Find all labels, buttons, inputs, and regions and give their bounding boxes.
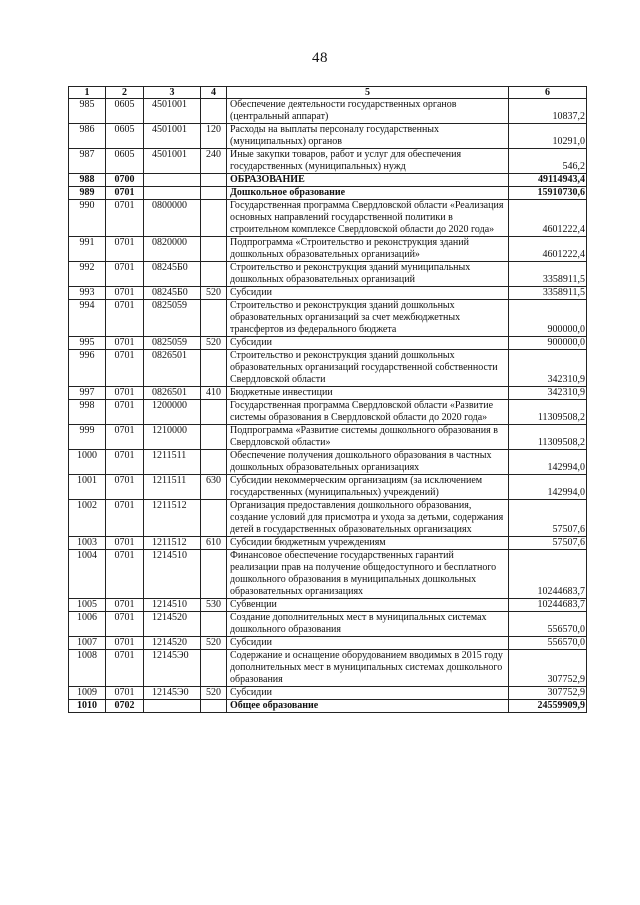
table-row — [69, 700, 587, 713]
target-item-code: 1211512 — [144, 537, 201, 550]
target-item-code: 1214520 — [144, 637, 201, 650]
section-code: 0701 — [106, 550, 144, 599]
target-item-code: 12145Э0 — [144, 687, 201, 700]
amount: 556570,0 — [509, 637, 587, 650]
table-row — [69, 174, 587, 187]
section-code: 0701 — [106, 500, 144, 537]
target-item-code: 0825059 — [144, 300, 201, 337]
section-code: 0701 — [106, 637, 144, 650]
expense-kind-code: 120 — [201, 124, 227, 149]
section-code: 0701 — [106, 337, 144, 350]
section-code: 0701 — [106, 599, 144, 612]
expense-kind-code — [201, 262, 227, 287]
target-item-code: 0826501 — [144, 350, 201, 387]
row-number: 1003 — [69, 537, 106, 550]
target-item-code: 1210000 — [144, 425, 201, 450]
table-row — [69, 400, 587, 425]
item-name: Расходы на выплаты персоналу государственных (муниципальных) органов — [227, 124, 509, 149]
table-row — [69, 537, 587, 550]
row-number: 988 — [69, 174, 106, 187]
row-number: 992 — [69, 262, 106, 287]
expense-kind-code — [201, 700, 227, 713]
section-code: 0701 — [106, 400, 144, 425]
section-code: 0701 — [106, 187, 144, 200]
row-number: 995 — [69, 337, 106, 350]
amount: 142994,0 — [509, 450, 587, 475]
table-row — [69, 237, 587, 262]
section-code: 0701 — [106, 300, 144, 337]
row-number: 1008 — [69, 650, 106, 687]
row-number: 999 — [69, 425, 106, 450]
item-name: Подпрограмма «Развитие системы дошкольного образования в Свердловской области» — [227, 425, 509, 450]
expense-kind-code — [201, 187, 227, 200]
table-row — [69, 425, 587, 450]
section-code: 0700 — [106, 174, 144, 187]
section-code: 0701 — [106, 350, 144, 387]
expense-kind-code — [201, 99, 227, 124]
item-name: Подпрограмма «Строительство и реконструкция зданий дошкольных образовательных организаций» — [227, 237, 509, 262]
table-row — [69, 200, 587, 237]
target-item-code: 0820000 — [144, 237, 201, 262]
target-item-code — [144, 700, 201, 713]
expense-kind-code — [201, 612, 227, 637]
target-item-code: 0800000 — [144, 200, 201, 237]
section-code: 0701 — [106, 287, 144, 300]
amount: 3358911,5 — [509, 287, 587, 300]
row-number: 997 — [69, 387, 106, 400]
row-number: 1000 — [69, 450, 106, 475]
item-name: Финансовое обеспечение государственных гарантий реализации прав на получение общедоступного и бесплатного дошкольного образования в муниципальных дошкольных образовательных организациях — [227, 550, 509, 599]
target-item-code: 1214510 — [144, 550, 201, 599]
expense-kind-code: 610 — [201, 537, 227, 550]
table-row — [69, 350, 587, 387]
amount: 10837,2 — [509, 99, 587, 124]
table-row — [69, 450, 587, 475]
row-number: 994 — [69, 300, 106, 337]
header-col-4: 4 — [201, 87, 227, 99]
amount: 307752,9 — [509, 650, 587, 687]
amount: 10244683,7 — [509, 599, 587, 612]
table-row — [69, 550, 587, 599]
item-name: Строительство и реконструкция зданий муниципальных дошкольных образовательных организаций — [227, 262, 509, 287]
section-code: 0702 — [106, 700, 144, 713]
expense-kind-code — [201, 300, 227, 337]
item-name: Обеспечение деятельности государственных органов (центральный аппарат) — [227, 99, 509, 124]
expense-kind-code — [201, 500, 227, 537]
table-row — [69, 99, 587, 124]
target-item-code: 0825059 — [144, 337, 201, 350]
item-name: ОБРАЗОВАНИЕ — [227, 174, 509, 187]
section-code: 0605 — [106, 99, 144, 124]
amount: 556570,0 — [509, 612, 587, 637]
row-number: 989 — [69, 187, 106, 200]
table-row — [69, 262, 587, 287]
item-name: Общее образование — [227, 700, 509, 713]
amount: 142994,0 — [509, 475, 587, 500]
section-code: 0701 — [106, 262, 144, 287]
item-name: Государственная программа Свердловской области «Реализация основных направлений государственной политики в строительном комплексе Свердловской области до 2020 года» — [227, 200, 509, 237]
table-row — [69, 124, 587, 149]
row-number: 985 — [69, 99, 106, 124]
target-item-code — [144, 187, 201, 200]
amount: 57507,6 — [509, 500, 587, 537]
table-row — [69, 287, 587, 300]
target-item-code: 08245Б0 — [144, 287, 201, 300]
item-name: Обеспечение получения дошкольного образования в частных дошкольных образовательных организациях — [227, 450, 509, 475]
row-number: 1009 — [69, 687, 106, 700]
amount: 24559909,9 — [509, 700, 587, 713]
target-item-code: 12145Э0 — [144, 650, 201, 687]
item-name: Субсидии — [227, 687, 509, 700]
expense-kind-code — [201, 550, 227, 599]
header-col-5: 5 — [227, 87, 509, 99]
expense-kind-code — [201, 450, 227, 475]
row-number: 987 — [69, 149, 106, 174]
item-name: Субсидии бюджетным учреждениям — [227, 537, 509, 550]
target-item-code: 1214520 — [144, 612, 201, 637]
amount: 342310,9 — [509, 350, 587, 387]
amount: 900000,0 — [509, 300, 587, 337]
item-name: Субвенции — [227, 599, 509, 612]
item-name: Бюджетные инвестиции — [227, 387, 509, 400]
budget-table — [68, 86, 587, 713]
amount: 3358911,5 — [509, 262, 587, 287]
item-name: Государственная программа Свердловской области «Развитие системы образования в Свердловской области до 2020 года» — [227, 400, 509, 425]
section-code: 0701 — [106, 687, 144, 700]
amount: 11309508,2 — [509, 400, 587, 425]
table-row — [69, 475, 587, 500]
table-row — [69, 149, 587, 174]
amount: 342310,9 — [509, 387, 587, 400]
table-row — [69, 337, 587, 350]
amount: 307752,9 — [509, 687, 587, 700]
expense-kind-code — [201, 200, 227, 237]
section-code: 0701 — [106, 200, 144, 237]
expense-kind-code — [201, 350, 227, 387]
target-item-code: 1211512 — [144, 500, 201, 537]
expense-kind-code — [201, 425, 227, 450]
amount: 57507,6 — [509, 537, 587, 550]
target-item-code — [144, 174, 201, 187]
table-row — [69, 500, 587, 537]
expense-kind-code: 630 — [201, 475, 227, 500]
amount: 10291,0 — [509, 124, 587, 149]
item-name: Строительство и реконструкция зданий дошкольных образовательных организаций государственной собственности Свердловской области — [227, 350, 509, 387]
item-name: Субсидии некоммерческим организациям (за исключением государственных (муниципальных) учреждений) — [227, 475, 509, 500]
table-row — [69, 637, 587, 650]
expense-kind-code — [201, 174, 227, 187]
row-number: 1005 — [69, 599, 106, 612]
section-code: 0701 — [106, 387, 144, 400]
section-code: 0701 — [106, 537, 144, 550]
amount: 4601222,4 — [509, 200, 587, 237]
table-header-row — [69, 87, 587, 99]
target-item-code: 1211511 — [144, 450, 201, 475]
table-row — [69, 612, 587, 637]
row-number: 1001 — [69, 475, 106, 500]
table-row — [69, 387, 587, 400]
section-code: 0701 — [106, 237, 144, 262]
expense-kind-code: 520 — [201, 337, 227, 350]
target-item-code: 4501001 — [144, 99, 201, 124]
table-row — [69, 187, 587, 200]
item-name: Строительство и реконструкция зданий дошкольных образовательных организаций за счет межбюджетных трансфертов из федерального бюджета — [227, 300, 509, 337]
expense-kind-code — [201, 650, 227, 687]
section-code: 0701 — [106, 450, 144, 475]
target-item-code: 4501001 — [144, 149, 201, 174]
row-number: 998 — [69, 400, 106, 425]
header-col-2: 2 — [106, 87, 144, 99]
table-row — [69, 650, 587, 687]
row-number: 1006 — [69, 612, 106, 637]
item-name: Субсидии — [227, 287, 509, 300]
amount: 900000,0 — [509, 337, 587, 350]
row-number: 1004 — [69, 550, 106, 599]
row-number: 990 — [69, 200, 106, 237]
item-name: Организация предоставления дошкольного образования, создание условий для присмотра и ухода за детьми, содержания детей в государственных образовательных организациях — [227, 500, 509, 537]
row-number: 991 — [69, 237, 106, 262]
row-number: 1002 — [69, 500, 106, 537]
header-col-3: 3 — [144, 87, 201, 99]
amount: 11309508,2 — [509, 425, 587, 450]
section-code: 0701 — [106, 475, 144, 500]
row-number: 993 — [69, 287, 106, 300]
section-code: 0605 — [106, 124, 144, 149]
table-row — [69, 599, 587, 612]
target-item-code: 1211511 — [144, 475, 201, 500]
item-name: Создание дополнительных мест в муниципальных системах дошкольного образования — [227, 612, 509, 637]
expense-kind-code: 520 — [201, 287, 227, 300]
section-code: 0605 — [106, 149, 144, 174]
item-name: Иные закупки товаров, работ и услуг для обеспечения государственных (муниципальных) нужд — [227, 149, 509, 174]
header-col-6: 6 — [509, 87, 587, 99]
amount: 15910730,6 — [509, 187, 587, 200]
amount: 10244683,7 — [509, 550, 587, 599]
amount: 4601222,4 — [509, 237, 587, 262]
target-item-code: 0826501 — [144, 387, 201, 400]
expense-kind-code: 520 — [201, 637, 227, 650]
amount: 546,2 — [509, 149, 587, 174]
expense-kind-code: 240 — [201, 149, 227, 174]
section-code: 0701 — [106, 612, 144, 637]
table-row — [69, 300, 587, 337]
item-name: Субсидии — [227, 637, 509, 650]
amount: 49114943,4 — [509, 174, 587, 187]
item-name: Субсидии — [227, 337, 509, 350]
target-item-code: 1214510 — [144, 599, 201, 612]
expense-kind-code — [201, 237, 227, 262]
row-number: 986 — [69, 124, 106, 149]
table-row — [69, 687, 587, 700]
target-item-code: 4501001 — [144, 124, 201, 149]
expense-kind-code: 410 — [201, 387, 227, 400]
item-name: Содержание и оснащение оборудованием вводимых в 2015 году дополнительных мест в муниципальных системах дошкольного образования — [227, 650, 509, 687]
expense-kind-code — [201, 400, 227, 425]
section-code: 0701 — [106, 425, 144, 450]
page-number: 48 — [312, 50, 328, 66]
row-number: 996 — [69, 350, 106, 387]
target-item-code: 08245Б0 — [144, 262, 201, 287]
row-number: 1007 — [69, 637, 106, 650]
row-number: 1010 — [69, 700, 106, 713]
expense-kind-code: 520 — [201, 687, 227, 700]
header-col-1: 1 — [69, 87, 106, 99]
item-name: Дошкольное образование — [227, 187, 509, 200]
section-code: 0701 — [106, 650, 144, 687]
target-item-code: 1200000 — [144, 400, 201, 425]
expense-kind-code: 530 — [201, 599, 227, 612]
